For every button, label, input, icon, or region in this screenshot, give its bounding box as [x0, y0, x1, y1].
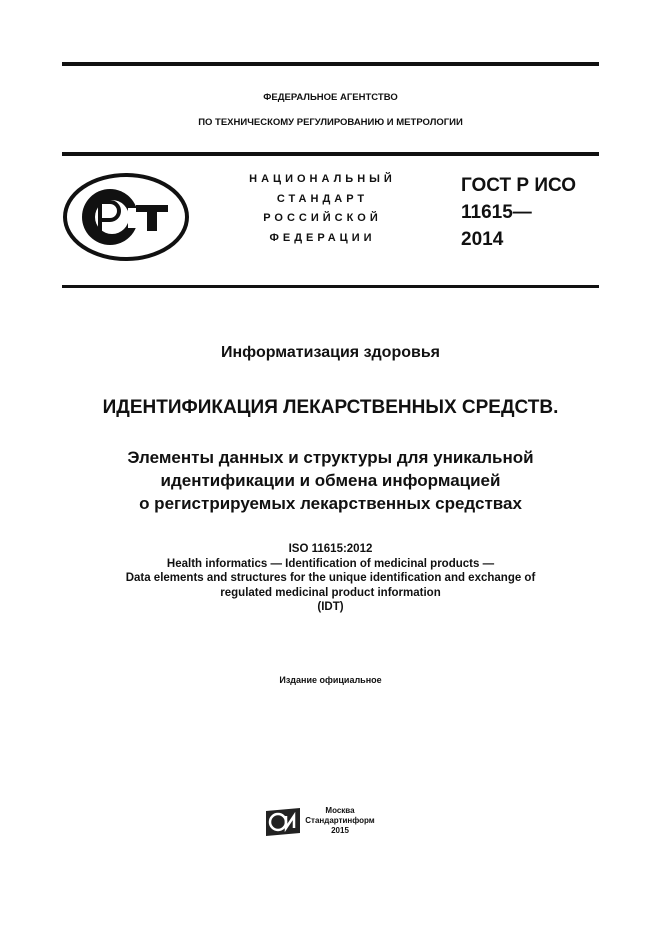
title-sub-line: идентификации и обмена информацией — [160, 471, 501, 490]
rst-logo — [62, 172, 190, 267]
designation-line: 11615— — [461, 202, 532, 223]
title-sub-line: Элементы данных и структуры для уникальной — [127, 448, 534, 467]
publisher-city: Москва — [325, 806, 355, 815]
header-rule — [62, 152, 599, 156]
publisher-info — [305, 806, 375, 836]
national-standard-label — [225, 170, 420, 248]
agency-line-2: ПО ТЕХНИЧЕСКОМУ РЕГУЛИРОВАНИЮ И МЕТРОЛОГИИ — [198, 117, 463, 128]
national-standard-line: РОССИЙСКОЙ — [263, 212, 382, 224]
title-main: ИДЕНТИФИКАЦИЯ ЛЕКАРСТВЕННЫХ СРЕДСТВ. — [102, 397, 559, 418]
title-sub-line: о регистрируемых лекарственных средствах — [139, 494, 522, 513]
national-standard-line: НАЦИОНАЛЬНЫЙ — [249, 173, 396, 185]
standartinform-logo — [264, 807, 304, 842]
iso-line: (IDT) — [317, 601, 344, 613]
iso-reference — [0, 542, 661, 615]
edition-label: Издание официальное — [279, 675, 382, 685]
publisher-name: Стандартинформ — [305, 816, 375, 825]
iso-line: Data elements and structures for the unique identification and exchange of — [125, 572, 536, 584]
header-bottom-rule — [62, 285, 599, 288]
national-standard-line: ФЕДЕРАЦИИ — [269, 231, 376, 244]
national-standard-line: СТАНДАРТ — [276, 192, 369, 205]
designation-line: ГОСТ Р ИСО — [461, 175, 577, 196]
agency-line-1: ФЕДЕРАЛЬНОЕ АГЕНТСТВО — [263, 92, 398, 103]
iso-line: regulated medicinal product information — [220, 586, 441, 599]
publisher-year: 2015 — [331, 826, 349, 835]
title-sub — [0, 446, 661, 515]
designation-line: 2014 — [461, 229, 504, 250]
title-topic: Информатизация здоровья — [220, 344, 440, 361]
standard-designation — [461, 172, 576, 253]
top-rule — [62, 62, 599, 66]
iso-line: ISO 11615:2012 — [288, 543, 373, 555]
iso-line: Health informatics — Identification of medicinal products — — [166, 557, 495, 570]
